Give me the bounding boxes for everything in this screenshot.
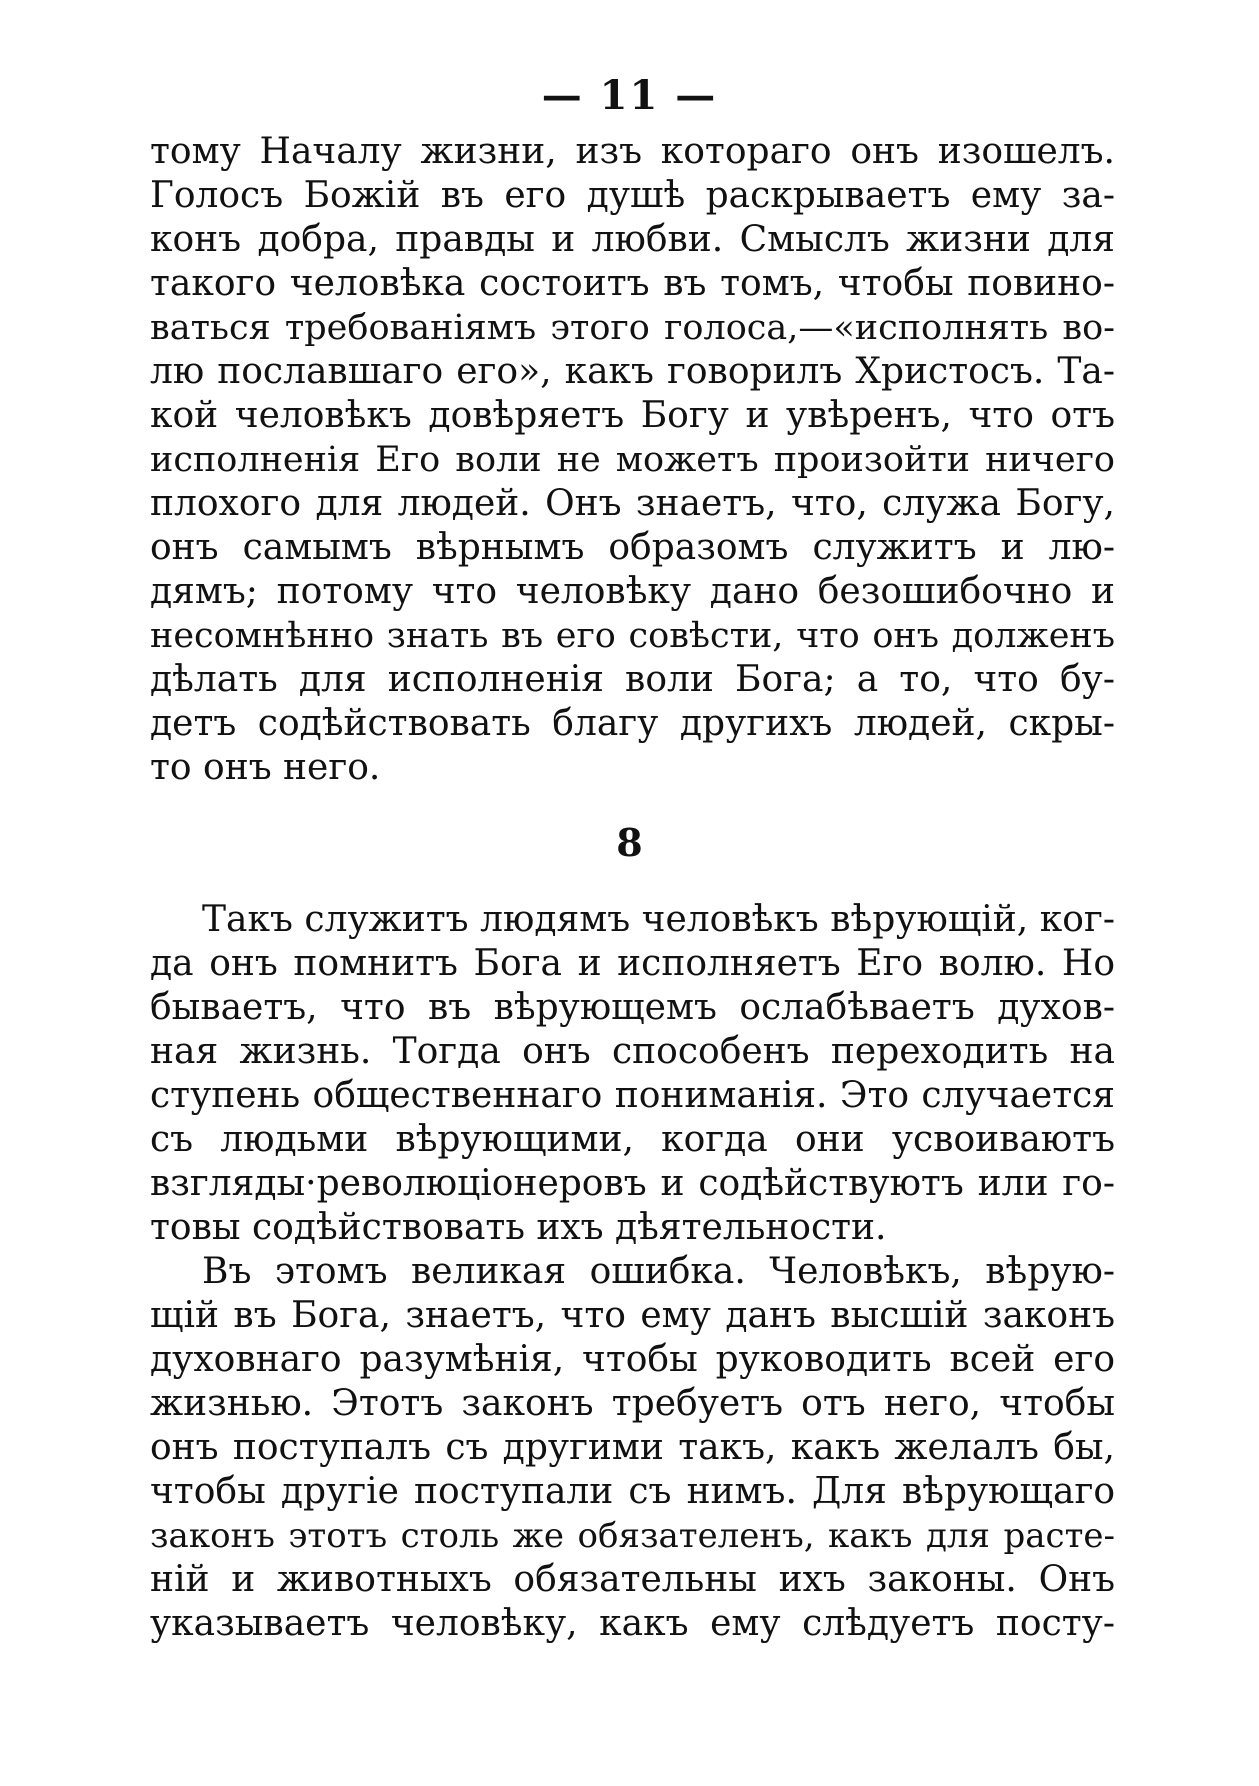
text-line: дѣлать для исполненія воли Бога; а то, что бу- [150, 659, 1115, 700]
text-line: ная жизнь. Тогда онъ способенъ переходить на [150, 1031, 1115, 1072]
text-line: конъ добра, правды и любви. Смыслъ жизни для [150, 219, 1115, 260]
text-line: исполненія Его воли не можетъ произойти ничего [150, 440, 1115, 480]
text-line: товы содѣйствовать ихъ дѣятельности. [150, 1207, 887, 1248]
text-line: духовнаго разумѣнія, чтобы руководить всей его [150, 1339, 1115, 1380]
paragraph-3 [150, 1250, 1115, 1646]
text-line: несомнѣнно знать въ его совѣсти, что онъ долженъ [150, 616, 1115, 656]
text-line: дямъ; потому что человѣку дано безошибочно и [150, 571, 1115, 612]
text-line: то онъ него. [150, 747, 381, 788]
text-line: да онъ помнитъ Бога и исполняетъ Его волю. Но [150, 943, 1115, 984]
text-line: ваться требованіямъ этого голоса,—«исполнять во- [150, 308, 1115, 348]
paragraph-2 [150, 898, 1115, 1250]
section-number: 8 [616, 820, 643, 865]
text-line: ступень общественнаго пониманія. Это случается [150, 1075, 1115, 1116]
text-line: съ людьми вѣрующими, когда они усвоиваютъ [150, 1119, 1115, 1160]
text-line: тому Началу жизни, изъ котораго онъ изошелъ. [150, 131, 1115, 172]
text-line: бываетъ, что въ вѣрующемъ ослабѣваетъ духов- [150, 987, 1115, 1028]
text-line: онъ поступалъ съ другими такъ, какъ желалъ бы, [150, 1427, 1115, 1468]
text-line: законъ этотъ столь же обязателенъ, какъ для расте- [150, 1516, 1115, 1556]
text-line: указываетъ человѣку, какъ ему слѣдуетъ посту- [150, 1603, 1115, 1644]
text-line: кой человѣкъ довѣряетъ Богу и увѣренъ, что отъ [150, 395, 1115, 436]
text-line: щій въ Бога, знаетъ, что ему данъ высшій законъ [150, 1295, 1115, 1336]
text-line: такого человѣка состоитъ въ томъ, чтобы повино- [150, 263, 1115, 304]
text-line: Такъ служитъ людямъ человѣкъ вѣрующій, ког- [202, 899, 1115, 940]
text-line: ній и животныхъ обязательны ихъ законы. Онъ [150, 1559, 1115, 1600]
text-line: лю пославшаго его», какъ говорилъ Христосъ. Та- [150, 351, 1115, 392]
text-line: Въ этомъ великая ошибка. Человѣкъ, вѣрую- [202, 1251, 1115, 1292]
text-line: онъ самымъ вѣрнымъ образомъ служитъ и лю- [150, 527, 1115, 568]
text-line: плохого для людей. Онъ знаетъ, что, служа Богу, [150, 483, 1115, 524]
text-line: жизнью. Этотъ законъ требуетъ отъ него, чтобы [150, 1383, 1115, 1424]
text-line: Голосъ Божій въ его душѣ раскрываетъ ему за- [150, 175, 1115, 216]
paragraph-1 [150, 130, 1115, 790]
page-number: — 11 — [541, 72, 718, 119]
text-line: взгляды·революціонеровъ и содѣйствуютъ или го- [150, 1163, 1115, 1204]
text-line: чтобы другіе поступали съ нимъ. Для вѣрующаго [150, 1471, 1115, 1512]
text-line: детъ содѣйствовать благу другихъ людей, скры- [150, 703, 1115, 744]
